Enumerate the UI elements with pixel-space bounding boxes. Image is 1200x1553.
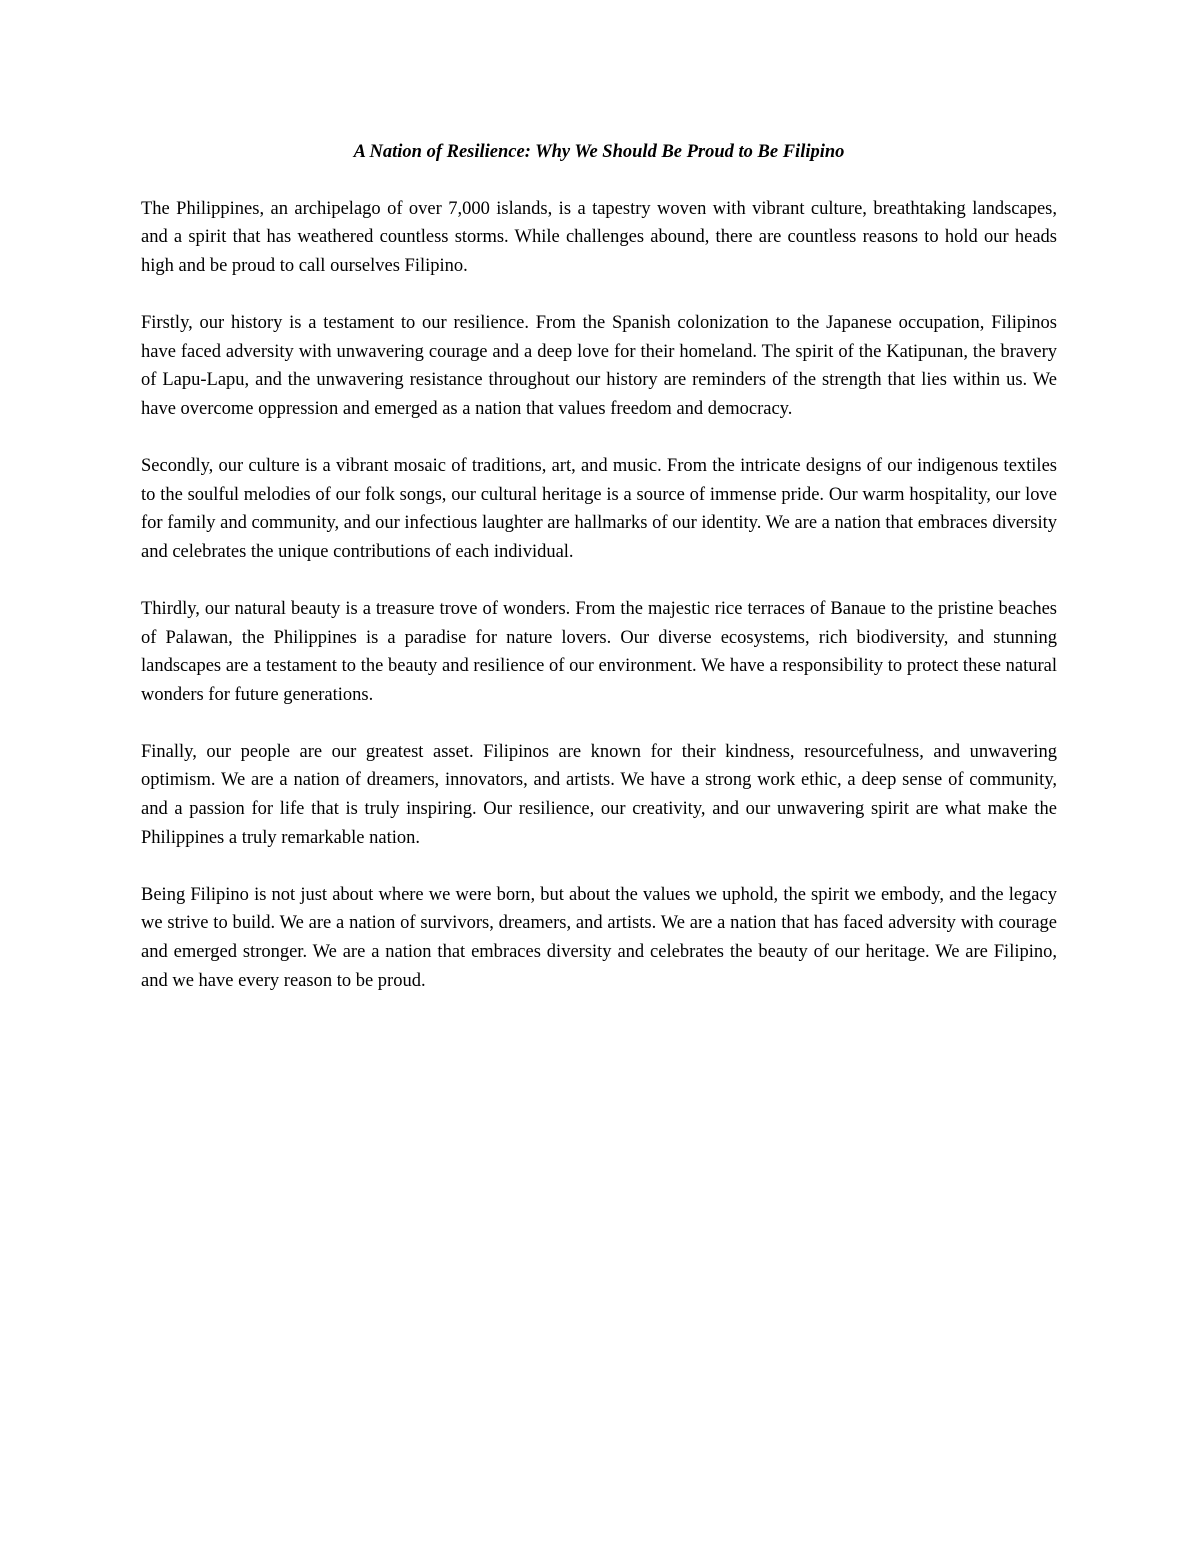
paragraph-conclusion: Being Filipino is not just about where we were born, but about the values we uphold, the spirit we embody, and the legacy we strive to build. We are a nation of survivors, dreamers, and artists. We are a nation that has faced adversity with courage and emerged stronger. We are a nation that embraces diversity and celebrates the beauty of our heritage. We are Filipino, and we have every reason to be proud. xyxy=(141,884,1057,991)
document-body xyxy=(141,138,1057,1024)
paragraph-intro: The Philippines, an archipelago of over 7,000 islands, is a tapestry woven with vibrant culture, breathtaking landscapes, and a spirit that has weathered countless storms. While challenges abound, there are countless reasons to hold our heads high and be proud to call ourselves Filipino. xyxy=(141,198,1057,276)
paragraph-nature: Thirdly, our natural beauty is a treasure trove of wonders. From the majestic rice terraces of Banaue to the pristine beaches of Palawan, the Philippines is a paradise for nature lovers. Our diverse ecosystems, rich biodiversity, and stunning landscapes are a testament to the beauty and resilience of our environment. We have a responsibility to protect these natural wonders for future generations. xyxy=(141,598,1057,705)
document-title: A Nation of Resilience: Why We Should Be Proud to Be Filipino xyxy=(353,142,845,162)
paragraph-culture: Secondly, our culture is a vibrant mosaic of traditions, art, and music. From the intricate designs of our indigenous textiles to the soulful melodies of our folk songs, our cultural heritage is a source of immense pride. Our warm hospitality, our love for family and community, and our infectious laughter are hallmarks of our identity. We are a nation that embraces diversity and celebrates the unique contributions of each individual. xyxy=(141,455,1057,562)
paragraph-history: Firstly, our history is a testament to our resilience. From the Spanish colonization to the Japanese occupation, Filipinos have faced adversity with unwavering courage and a deep love for their homeland. The spirit of the Katipunan, the bravery of Lapu-Lapu, and the unwavering resistance throughout our history are reminders of the strength that lies within us. We have overcome oppression and emerged as a nation that values freedom and democracy. xyxy=(141,312,1057,419)
paragraph-people: Finally, our people are our greatest asset. Filipinos are known for their kindness, resourcefulness, and unwavering optimism. We are a nation of dreamers, innovators, and artists. We have a strong work ethic, a deep sense of community, and a passion for life that is truly inspiring. Our resilience, our creativity, and our unwavering spirit are what make the Philippines a truly remarkable nation. xyxy=(141,741,1057,848)
